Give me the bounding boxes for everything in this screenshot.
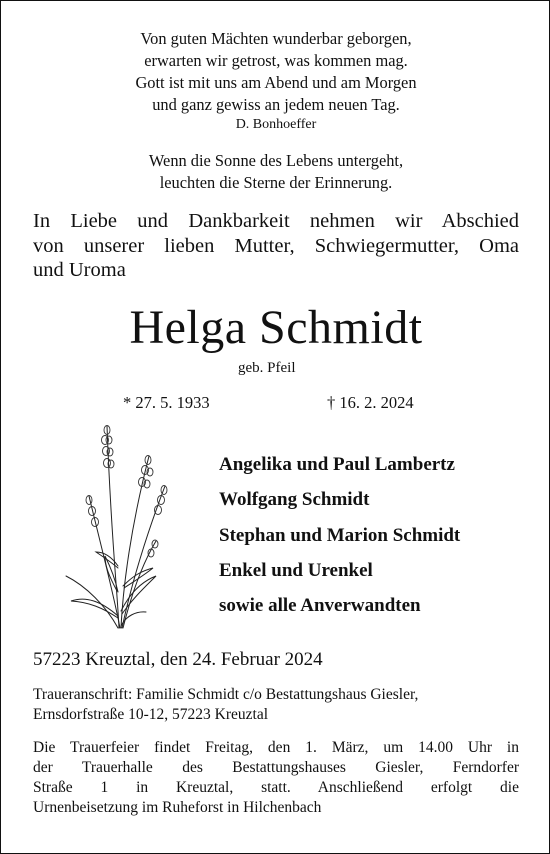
intro-line: von unserer lieben Mutter, Schwiegermutter, Oma <box>33 234 519 257</box>
verse-line: Wenn die Sonne des Lebens untergeht, <box>148 151 404 170</box>
poem-line: Gott ist mit uns am Abend und am Morgen <box>135 73 417 92</box>
bonhoeffer-poem <box>1 28 550 116</box>
mourner-entry: sowie alle Anverwandten <box>219 595 421 617</box>
funeral-line: der Trauerhalle des Bestattungshauses Giesler, Ferndorfer <box>33 759 519 776</box>
poem-line: erwarten wir getrost, was kommen mag. <box>144 51 408 70</box>
death-date: † 16. 2. 2024 <box>327 393 414 412</box>
mourner-entry: Stephan und Marion Schmidt <box>219 524 461 546</box>
maiden-name: geb. Pfeil <box>238 360 296 376</box>
intro-line: In Liebe und Dankbarkeit nehmen wir Abschied <box>33 210 519 232</box>
funeral-line: Die Trauerfeier findet Freitag, den 1. März, um 14.00 Uhr in <box>33 739 519 756</box>
funeral-line: Straße 1 in Kreuztal, statt. Anschließend erfolgt die <box>33 779 519 796</box>
poem-author: D. Bonhoeffer <box>235 117 317 132</box>
birth-date: * 27. 5. 1933 <box>123 393 210 412</box>
place-and-date: 57223 Kreuztal, den 24. Februar 2024 <box>33 649 323 670</box>
mourning-address <box>33 685 519 724</box>
intro-line: und Uroma <box>33 259 126 281</box>
funeral-line: Urnenbeisetzung im Ruheforst in Hilchenbach <box>33 799 322 816</box>
poem-line: und ganz gewiss an jedem neuen Tag. <box>152 95 400 114</box>
address-line: Ernsdorfstraße 10-12, 57223 Kreuztal <box>33 705 269 723</box>
funeral-details <box>33 738 519 818</box>
farewell-intro <box>33 209 519 283</box>
lavender-sprig-icon <box>61 416 196 631</box>
mourner-entry: Angelika und Paul Lambertz <box>219 454 455 475</box>
memory-verse <box>1 150 550 194</box>
mourner-entry: Wolfgang Schmidt <box>219 489 370 511</box>
address-line: Traueranschrift: Familie Schmidt c/o Bestattungshaus Giesler, <box>33 686 419 703</box>
mourners-list <box>219 447 460 623</box>
mourner-entry: Enkel und Urenkel <box>219 559 373 581</box>
verse-line: leuchten die Sterne der Erinnerung. <box>159 173 393 192</box>
deceased-name: Helga Schmidt <box>129 301 423 354</box>
poem-line: Von guten Mächten wunderbar geborgen, <box>140 29 412 48</box>
